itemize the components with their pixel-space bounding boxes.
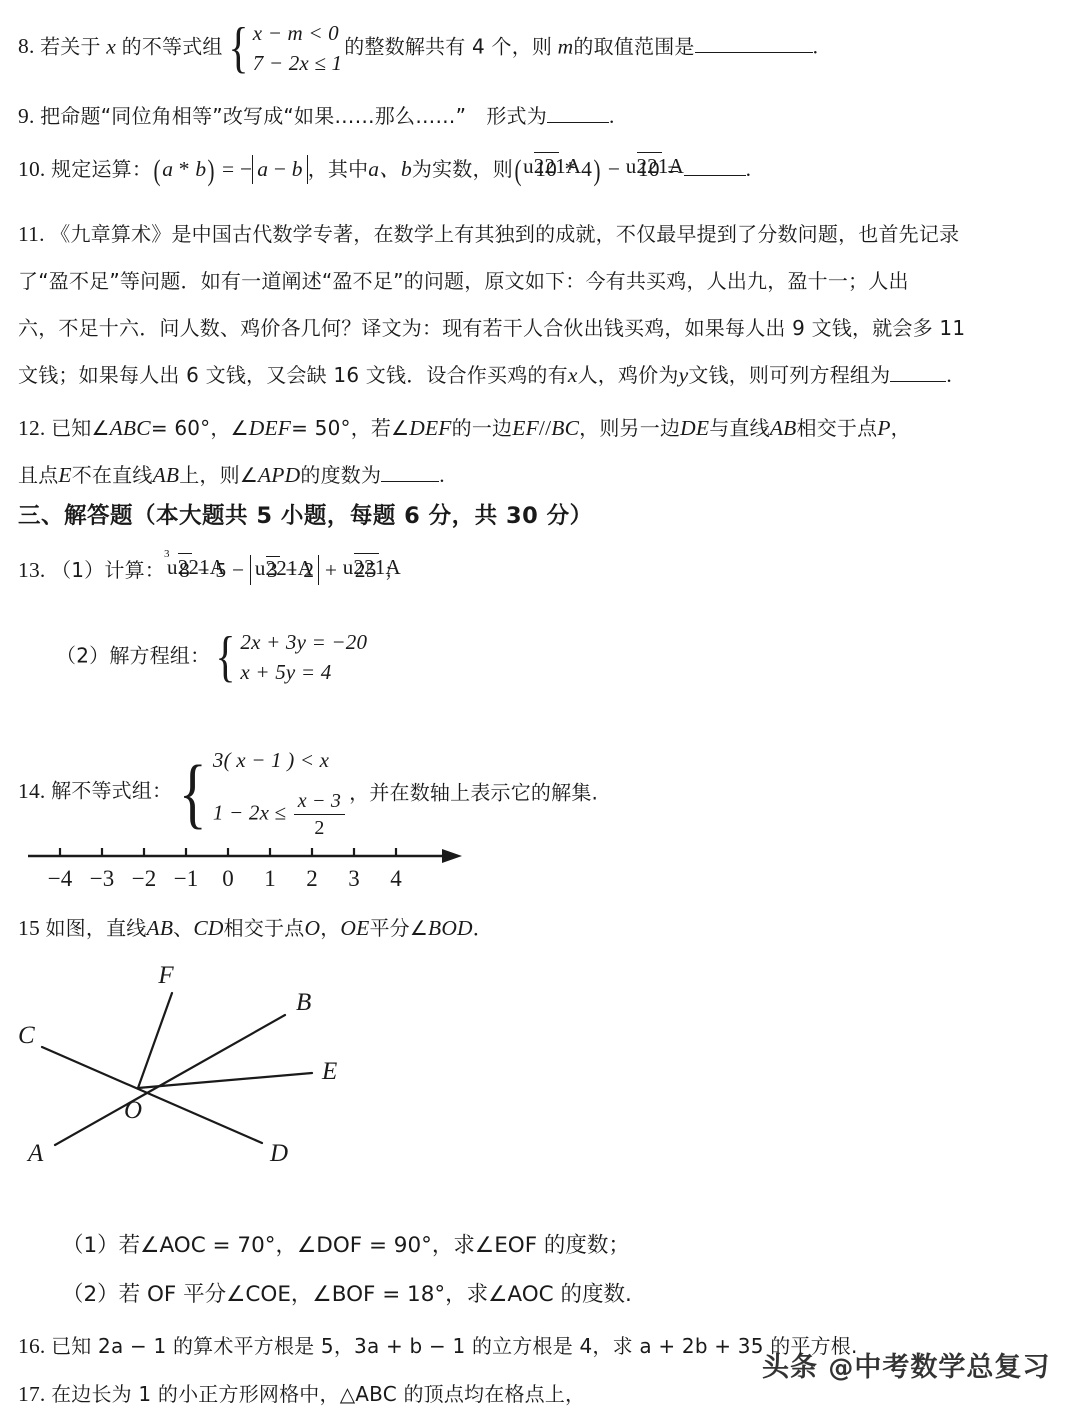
question-15-stem-a: 如图，直线: [45, 916, 147, 940]
question-15-ray-oe: OE: [340, 916, 370, 940]
question-15-stem-c: 相交于点: [223, 916, 305, 940]
question-12-seg-ef: EF: [512, 416, 539, 440]
question-12-point-p: P: [877, 416, 891, 440]
question-14: [18, 745, 598, 840]
question-8-number: 8.: [18, 34, 35, 59]
number-line-figure: [10, 838, 470, 913]
question-12-text-2c: 上，则∠: [179, 463, 258, 487]
question-8-tail-var: m: [557, 34, 574, 59]
cube-root-8-icon: u221A 3 8: [165, 553, 192, 586]
question-14-tail: ，并在数轴上表示它的解集.: [349, 780, 599, 805]
question-11-line-2: [18, 265, 909, 297]
question-15-stem-f: ．: [472, 916, 493, 940]
question-10-number: 10.: [18, 157, 46, 181]
question-15-angle-bod: BOD: [427, 916, 473, 940]
question-12-angle-abc: ABC: [109, 416, 151, 440]
question-11-text-line3: 六，不足十六．问人数、鸡价各几何？译文为：现有若干人合伙出钱买鸡，如果每人出 9 文钱，就会多 11: [18, 316, 966, 340]
question-12-text-e: ，则另一边: [579, 416, 681, 440]
question-8-lead: 若关于: [40, 34, 101, 59]
question-10-lead: 规定运算：: [51, 157, 153, 181]
sqrt-3-icon: u221A 3: [255, 556, 280, 584]
question-10: 10. 规定运算：(a * b) = − a − b ，其中a、b为实数，则( u221A 10 * 4) − u221A 10 = .: [18, 152, 751, 185]
paren-close-icon: ): [207, 154, 215, 187]
question-12-seg-bc: BC: [551, 416, 580, 440]
left-brace-icon-2: {: [215, 626, 237, 689]
question-11-number: 11.: [18, 222, 45, 246]
tick-label: −3: [89, 866, 115, 891]
question-12-angle-def: DEF: [248, 416, 292, 440]
question-12-number: 12.: [18, 416, 46, 440]
question-13-part-1: 13. （1）计算： u221A 3 8 − 5 − u221A 3 − 2 + u221A 25 ；: [18, 553, 403, 587]
figure-label-C: C: [18, 1022, 35, 1049]
tick-label: −4: [47, 866, 73, 891]
question-8-tail-a: 的整数解共有 4 个，则: [344, 34, 553, 59]
question-12-angle-def-2: DEF: [409, 416, 452, 440]
figure-label-O: O: [124, 1097, 143, 1124]
sqrt-25-icon: u221A 25: [343, 553, 379, 586]
question-16: [18, 1330, 858, 1362]
paren-open-icon-2: (: [514, 154, 522, 187]
ray-of: [138, 993, 172, 1088]
question-12-point-e: E: [58, 463, 72, 487]
question-12-angle-apd: APD: [257, 463, 301, 487]
watermark-name: 中考数学总复习: [854, 1352, 1051, 1383]
question-13-number: 13.: [18, 558, 46, 582]
question-13-part1-label: （1）计算：: [51, 558, 165, 582]
question-12-text-d: 的一边: [451, 416, 513, 440]
tick-label: 4: [390, 866, 402, 891]
question-11-var-x: x: [567, 363, 578, 387]
question-15: [18, 912, 493, 944]
question-8: [18, 18, 818, 79]
question-12-seg-ab-2: AB: [152, 463, 180, 487]
fraction-x-minus-3-over-2: $\frac{x - 3}{2}$: [294, 789, 345, 840]
geometry-figure-svg: [0, 955, 380, 1170]
question-17-text: 在边长为 1 的小正方形网格中，△ABC 的顶点均在格点上，: [51, 1382, 586, 1406]
question-8-variable: x: [106, 34, 117, 59]
line-cd: [42, 1047, 262, 1143]
absolute-value-group: a − b: [252, 155, 307, 184]
question-11-line-3: [18, 312, 965, 344]
question-11-period: .: [946, 363, 952, 387]
question-13-eq1: 2x + 3y = −20: [240, 630, 368, 654]
question-8-eq1: x − m < 0: [252, 21, 339, 45]
question-8-period: .: [812, 34, 819, 59]
question-14-label: 解不等式组：: [51, 778, 173, 803]
question-12-line-2: [18, 459, 445, 491]
question-11-text-line4a: 文钱；如果每人出 6 文钱，又会缺 16 文钱．设合作买鸡的有: [18, 363, 568, 387]
question-9-period: .: [608, 104, 615, 128]
question-12-seg-de: DE: [680, 416, 710, 440]
question-9-text: 把命题“同位角相等”改写成“如果……那么……” 形式为: [40, 104, 547, 128]
question-11-line-4: [18, 359, 952, 391]
figure-labels: [18, 962, 337, 1167]
question-15-line-cd: CD: [193, 916, 224, 940]
question-10-mid2: 为实数，则: [411, 157, 513, 181]
tick-label: 2: [306, 866, 318, 891]
sqrt-10-icon: u221A 10: [523, 152, 559, 185]
figure-label-F: F: [158, 962, 174, 989]
tick-label: 0: [222, 866, 234, 891]
question-11-answer-blank[interactable]: [890, 381, 946, 382]
question-12-text-c: = 50°，若∠: [291, 416, 410, 440]
question-14-ineq2: 1 − 2x ≤ $\frac{x - 3}{2}$: [213, 789, 347, 840]
question-15-sub-2: （2）若 OF 平分∠COE，∠BOF = 18°，求∠AOC 的度数.: [62, 1282, 632, 1307]
watermark: [762, 1345, 1050, 1384]
watermark-at-icon: @: [828, 1353, 855, 1382]
question-12-text-2b: 不在直线: [71, 463, 153, 487]
question-16-number: 16.: [18, 1334, 46, 1358]
figure-rays: [42, 993, 312, 1145]
question-8-system: [225, 18, 343, 79]
question-12-text-2a: 且点: [18, 463, 59, 487]
watermark-prefix: 头条: [762, 1352, 818, 1383]
question-17: [18, 1378, 585, 1410]
question-10-vars: a、b: [368, 157, 412, 181]
question-12-answer-blank[interactable]: [381, 481, 439, 482]
question-16-text: 已知 2a − 1 的算术平方根是 5，3a + b − 1 的立方根是 4，求 a + 2b + 35 的平方根.: [51, 1334, 858, 1358]
absolute-value-group-2: u221A 3 − 2: [250, 555, 319, 585]
question-17-number: 17.: [18, 1382, 46, 1406]
question-8-mid: 的不等式组: [121, 34, 223, 59]
question-15-stem-e: 平分∠: [369, 916, 428, 940]
question-11-var-y: y: [678, 363, 689, 387]
ray-oe: [138, 1073, 312, 1088]
question-12-text-h: ，: [890, 416, 911, 440]
figure-label-E: E: [322, 1058, 338, 1085]
question-11-line-1: [18, 218, 959, 250]
tick-label: −2: [131, 866, 157, 891]
question-11-text-line1: 《九章算术》是中国古代数学专著，在数学上有其独到的成就，不仅最早提到了分数问题，也首先记录: [50, 222, 960, 246]
number-line-svg: [10, 838, 470, 908]
geometry-figure: [0, 955, 380, 1175]
question-8-tail-b: 的取值范围是: [573, 34, 695, 59]
parallel-symbol-icon: //: [538, 416, 552, 440]
question-13-system: [212, 627, 367, 688]
question-15-number: 15: [18, 916, 40, 940]
question-12-period: .: [439, 463, 445, 487]
tick-label: 3: [348, 866, 360, 891]
question-10-period: .: [745, 157, 752, 181]
figure-label-D: D: [270, 1140, 289, 1167]
question-12-text-2d: 的度数为: [300, 463, 382, 487]
question-13-eq2: x + 5y = 4: [240, 660, 332, 685]
number-line-ticks: [60, 848, 396, 856]
paren-open-icon: (: [153, 154, 161, 187]
question-12-line-1: [18, 412, 911, 444]
question-15-stem-d: ，: [320, 916, 341, 940]
line-ab: [55, 1015, 285, 1145]
question-11-text-line4b: 人，鸡价为: [577, 363, 679, 387]
question-12-text-a: 已知∠: [51, 416, 110, 440]
question-14-ineq1: 3( x − 1 ) < x: [212, 748, 330, 772]
question-9: [18, 100, 615, 132]
tick-label: 1: [264, 866, 276, 891]
question-15-line-ab: AB: [146, 916, 174, 940]
question-13-part2-label: （2）解方程组：: [56, 643, 211, 668]
section-heading: 三、解答题（本大题共 5 小题，每题 6 分，共 30 分）: [18, 503, 593, 529]
paren-close-icon-2: ): [593, 154, 601, 187]
question-8-answer-blank[interactable]: [695, 52, 813, 53]
question-11-text-line2: 了“盈不足”等问题．如有一道阐述“盈不足”的问题，原文如下：今有共买鸡，人出九，盈十一；人出: [18, 269, 909, 293]
question-12-text-b: = 60°，∠: [150, 416, 249, 440]
question-14-number: 14.: [18, 778, 46, 803]
figure-label-A: A: [28, 1140, 44, 1167]
question-11-text-line4c: 文钱，则可列方程组为: [688, 363, 891, 387]
number-line-arrow-icon: [442, 849, 462, 863]
question-9-answer-blank[interactable]: [547, 122, 609, 123]
tick-label: −1: [173, 866, 199, 891]
sqrt-10-icon-2: u221A 10: [626, 152, 662, 185]
question-15-stem-b: 、: [173, 916, 194, 940]
question-13-part-2: [56, 627, 369, 688]
number-line-labels: [48, 866, 402, 891]
question-15-point-o: O: [304, 916, 321, 940]
question-12-text-f: 与直线: [709, 416, 770, 440]
question-12-seg-ab: AB: [769, 416, 797, 440]
question-12-text-g: 相交于点: [796, 416, 878, 440]
question-15-sub-1: （1）若∠AOC = 70°，∠DOF = 90°，求∠EOF 的度数；: [62, 1233, 630, 1258]
question-9-number: 9.: [18, 104, 35, 128]
question-14-system: [174, 745, 347, 840]
question-10-answer-blank[interactable]: [684, 175, 746, 176]
left-brace-icon: {: [228, 17, 249, 80]
question-8-eq2: 7 − 2x ≤ 1: [252, 51, 343, 76]
figure-label-B: B: [296, 989, 312, 1016]
left-brace-icon-3: {: [178, 748, 208, 836]
question-10-mid: ，其中: [307, 157, 369, 181]
